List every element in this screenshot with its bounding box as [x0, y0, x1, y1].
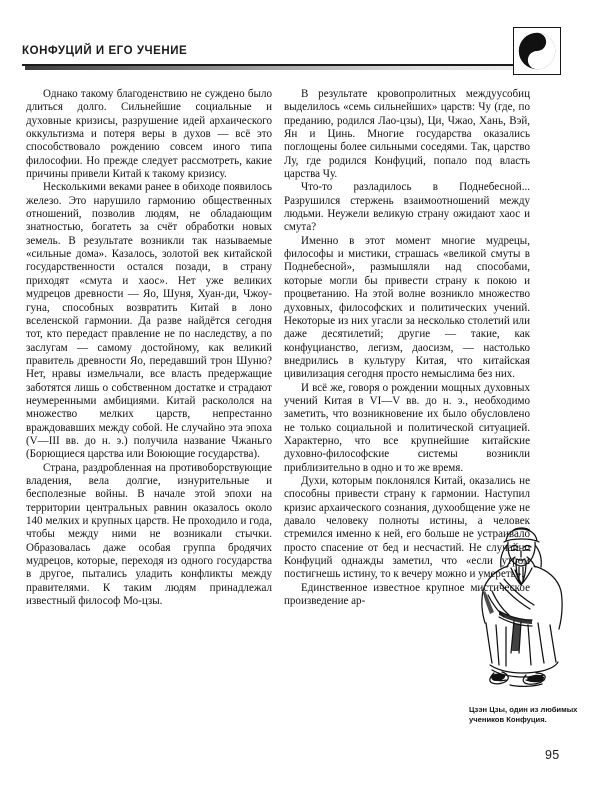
header-rule-shadow [25, 66, 556, 69]
chinese-sage-drawing [466, 525, 578, 693]
paragraph: Несколькими веками ранее в обиходе появилось железо. Это нарушило гармонию общественных отношений, позволив людям, не обладающим знатностью, богатеть за счёт обработки новых земель. В результате возникли так называемые «сильные дома». Казалось, золотой век китайской государственности остался позади, в страну приходят «смута и хаос». Нет уже великих мудрецов древности — Яо, Шуня, Хуан-ди, Чжоу-гуна, способных возвратить Китай в лоно вселенской гармонии. Да разве найдётся сегодня тот, кто передаст правление не по наследству, а по заслугам — самому достойному, как великий правитель древности Яо, передавший трон Шуню? Нет, нравы измельчали, все власть предержащие заботятся лишь о собственном достатке и страдают неумеренными амбициями. Китай раскололся на множество мелких царств, непрестанно враждовавших между собой. Не случайно эта эпоха (V—III вв. до н. э.) получила название Чжаньго (Борющиеся царства или Воюющие государства). [26, 181, 272, 461]
text-column-left [26, 88, 272, 608]
paragraph: Страна, раздробленная на противоборствующие владения, вела долгие, изнурительные и бесполезные войны. В начале этой эпохи на территории центральных равнин оказалось около 140 мелких и крупных царств. Не проходило и года, чтобы между ними не возникали стычки. Образовалась даже особая группа бродячих мудрецов, которые, переходя из одного государства в другое, пытались уладить конфликты между правителями. К таким людям принадлежал известный философ Мо-цзы. [26, 461, 272, 608]
yin-yang-icon [518, 32, 556, 70]
paragraph: Однако такому благоденствию не суждено было длиться долго. Сильнейшие социальные и духовные кризисы, разрушение идей архаического оккультизма и потеря веры в духов — всё это способствовало рождению совсем иного типа философии. Но прежде следует рассмотреть, какие причины привели Китай к такому кризису. [26, 88, 272, 181]
paragraph: В результате кровопролитных междуусобиц выделилось «семь сильнейших» царств: Чу (где, по преданию, родился Лао-цзы), Ци, Чжао, Хань, Вэй, Ян и Цинь. Многие государства оказались поглощены более сильными соседями. Так, царство Лу, где родился Конфуций, попало под власть царства Чу. [284, 88, 530, 181]
paragraph: Именно в этот момент многие мудрецы, философы и мистики, страшась «великой смуты в Поднебесной», размышляли над способами, которые могли бы привести страну к покою и процветанию. На этой волне возникло множество духовных, философских и политических учений. Некоторые из них угасли за несколько столетий или даже десятилетий; другие — такие, как конфуцианство, легизм, даосизм, — настолько внедрились в культуру Китая, что китайская цивилизация сегодня просто немыслима без них. [284, 234, 530, 381]
page-number: 95 [545, 748, 560, 762]
header-rule [22, 64, 556, 72]
page-header [22, 44, 578, 78]
page-title: КОНФУЦИЙ И ЕГО УЧЕНИЕ [22, 45, 188, 57]
paragraph: Единственное известное крупное мистическое произведение ар- [284, 581, 530, 608]
paragraph: Духи, которым поклонялся Китай, оказались не способны привести страну к гармонии. Наступил кризис архаического сознания, духообщение уже не давало человеку полноты истины, а человек стремился именно к ней, его больше не устраивало просто спасение от бед и несчастий. Не случайно Конфуций однажды заметил, что «если утром постигнешь истину, то к вечеру можно и умереть». [284, 474, 530, 581]
yin-yang-badge [513, 27, 561, 75]
paragraph: Что-то разладилось в Поднебесной... Разрушился стержень взаимоотношений между людьми. Неужели великую страну ожидают хаос и смута? [284, 181, 530, 234]
paragraph: И всё же, говоря о рождении мощных духовных учений Китая в VI—V вв. до н. э., необходимо заметить, что возникновение их было обусловлено не только социальной и политической ситуацией. Характерно, что все крупнейшие китайские духовно-философские системы возникли приблизительно в одно и то же время. [284, 381, 530, 474]
illustration-caption: Цзэн Цзы, один из любимых учеников Конфуция. [469, 705, 578, 724]
